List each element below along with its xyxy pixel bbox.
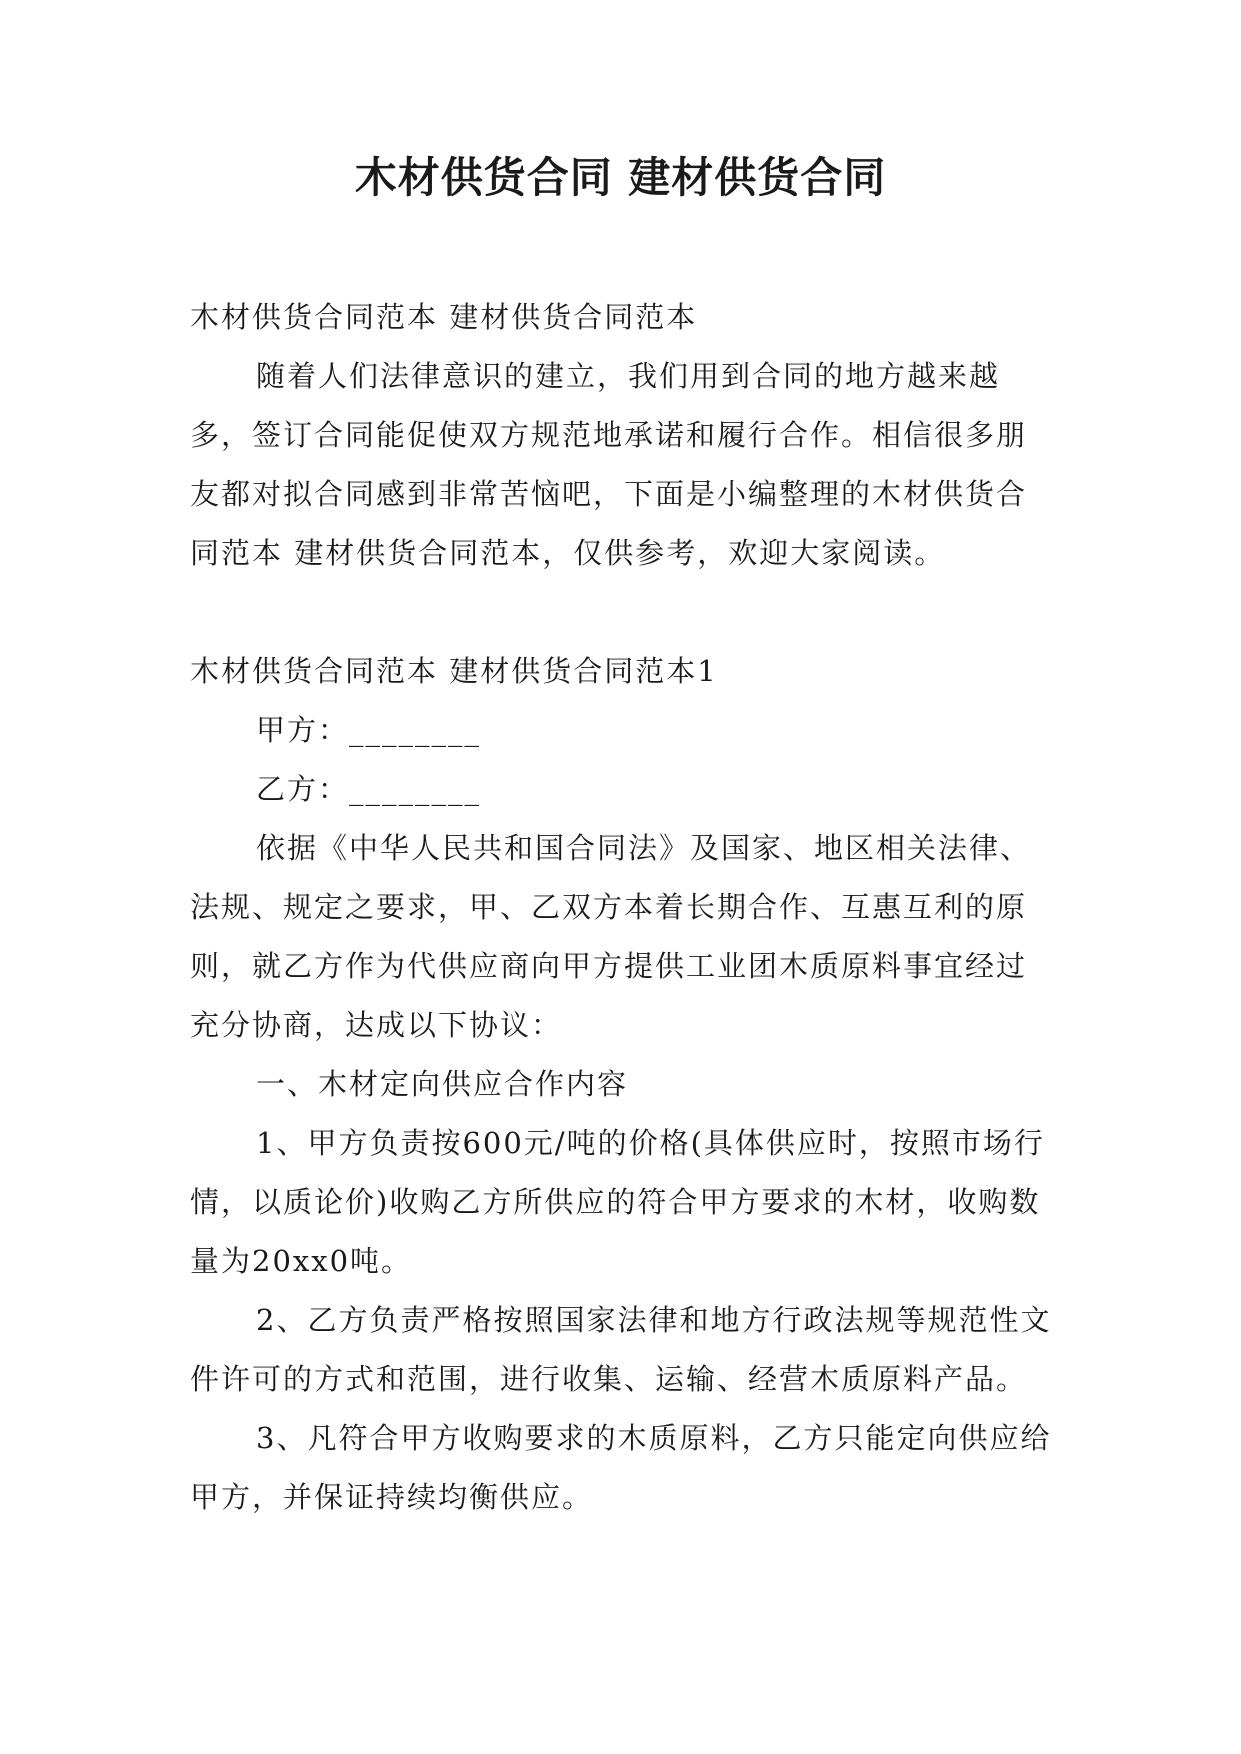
party-a-line: 甲方：________ (256, 713, 482, 747)
document-body (190, 288, 1052, 1527)
clause-paragraph: 2、乙方负责严格按照国家法律和地方行政法规等规范性文件许可的方式和范围，进行收集、运输、经营木质原料产品。 (190, 1303, 1052, 1396)
clause-paragraph: 3、凡符合甲方收购要求的木质原料，乙方只能定向供应给甲方，并保证持续均衡供应。 (190, 1421, 1052, 1514)
document-title: 木材供货合同 建材供货合同 (354, 153, 887, 202)
document-subtitle: 木材供货合同范本 建材供货合同范本 (190, 300, 698, 334)
section-title: 木材供货合同范本 建材供货合同范本1 (190, 654, 718, 688)
intro-paragraph: 随着人们法律意识的建立，我们用到合同的地方越来越多，签订合同能促使双方规范地承诺和履行合作。相信很多朋友都对拟合同感到非常苦恼吧，下面是小编整理的木材供货合同范本 建材供货合同范本，仅供参考，欢迎大家阅读。 (190, 359, 1028, 570)
preamble-paragraph: 依据《中华人民共和国合同法》及国家、地区相关法律、法规、规定之要求，甲、乙双方本着长期合作、互惠互利的原则，就乙方作为代供应商向甲方提供工业团木质原料事宜经过充分协商，达成以下协议： (190, 831, 1032, 1042)
party-b-line: 乙方：________ (256, 772, 482, 806)
clause-heading: 一、木材定向供应合作内容 (256, 1067, 629, 1101)
clause-paragraph: 1、甲方负责按600元/吨的价格(具体供应时，按照市场行情，以质论价)收购乙方所供应的符合甲方要求的木材，收购数量为20xx0吨。 (190, 1126, 1045, 1278)
